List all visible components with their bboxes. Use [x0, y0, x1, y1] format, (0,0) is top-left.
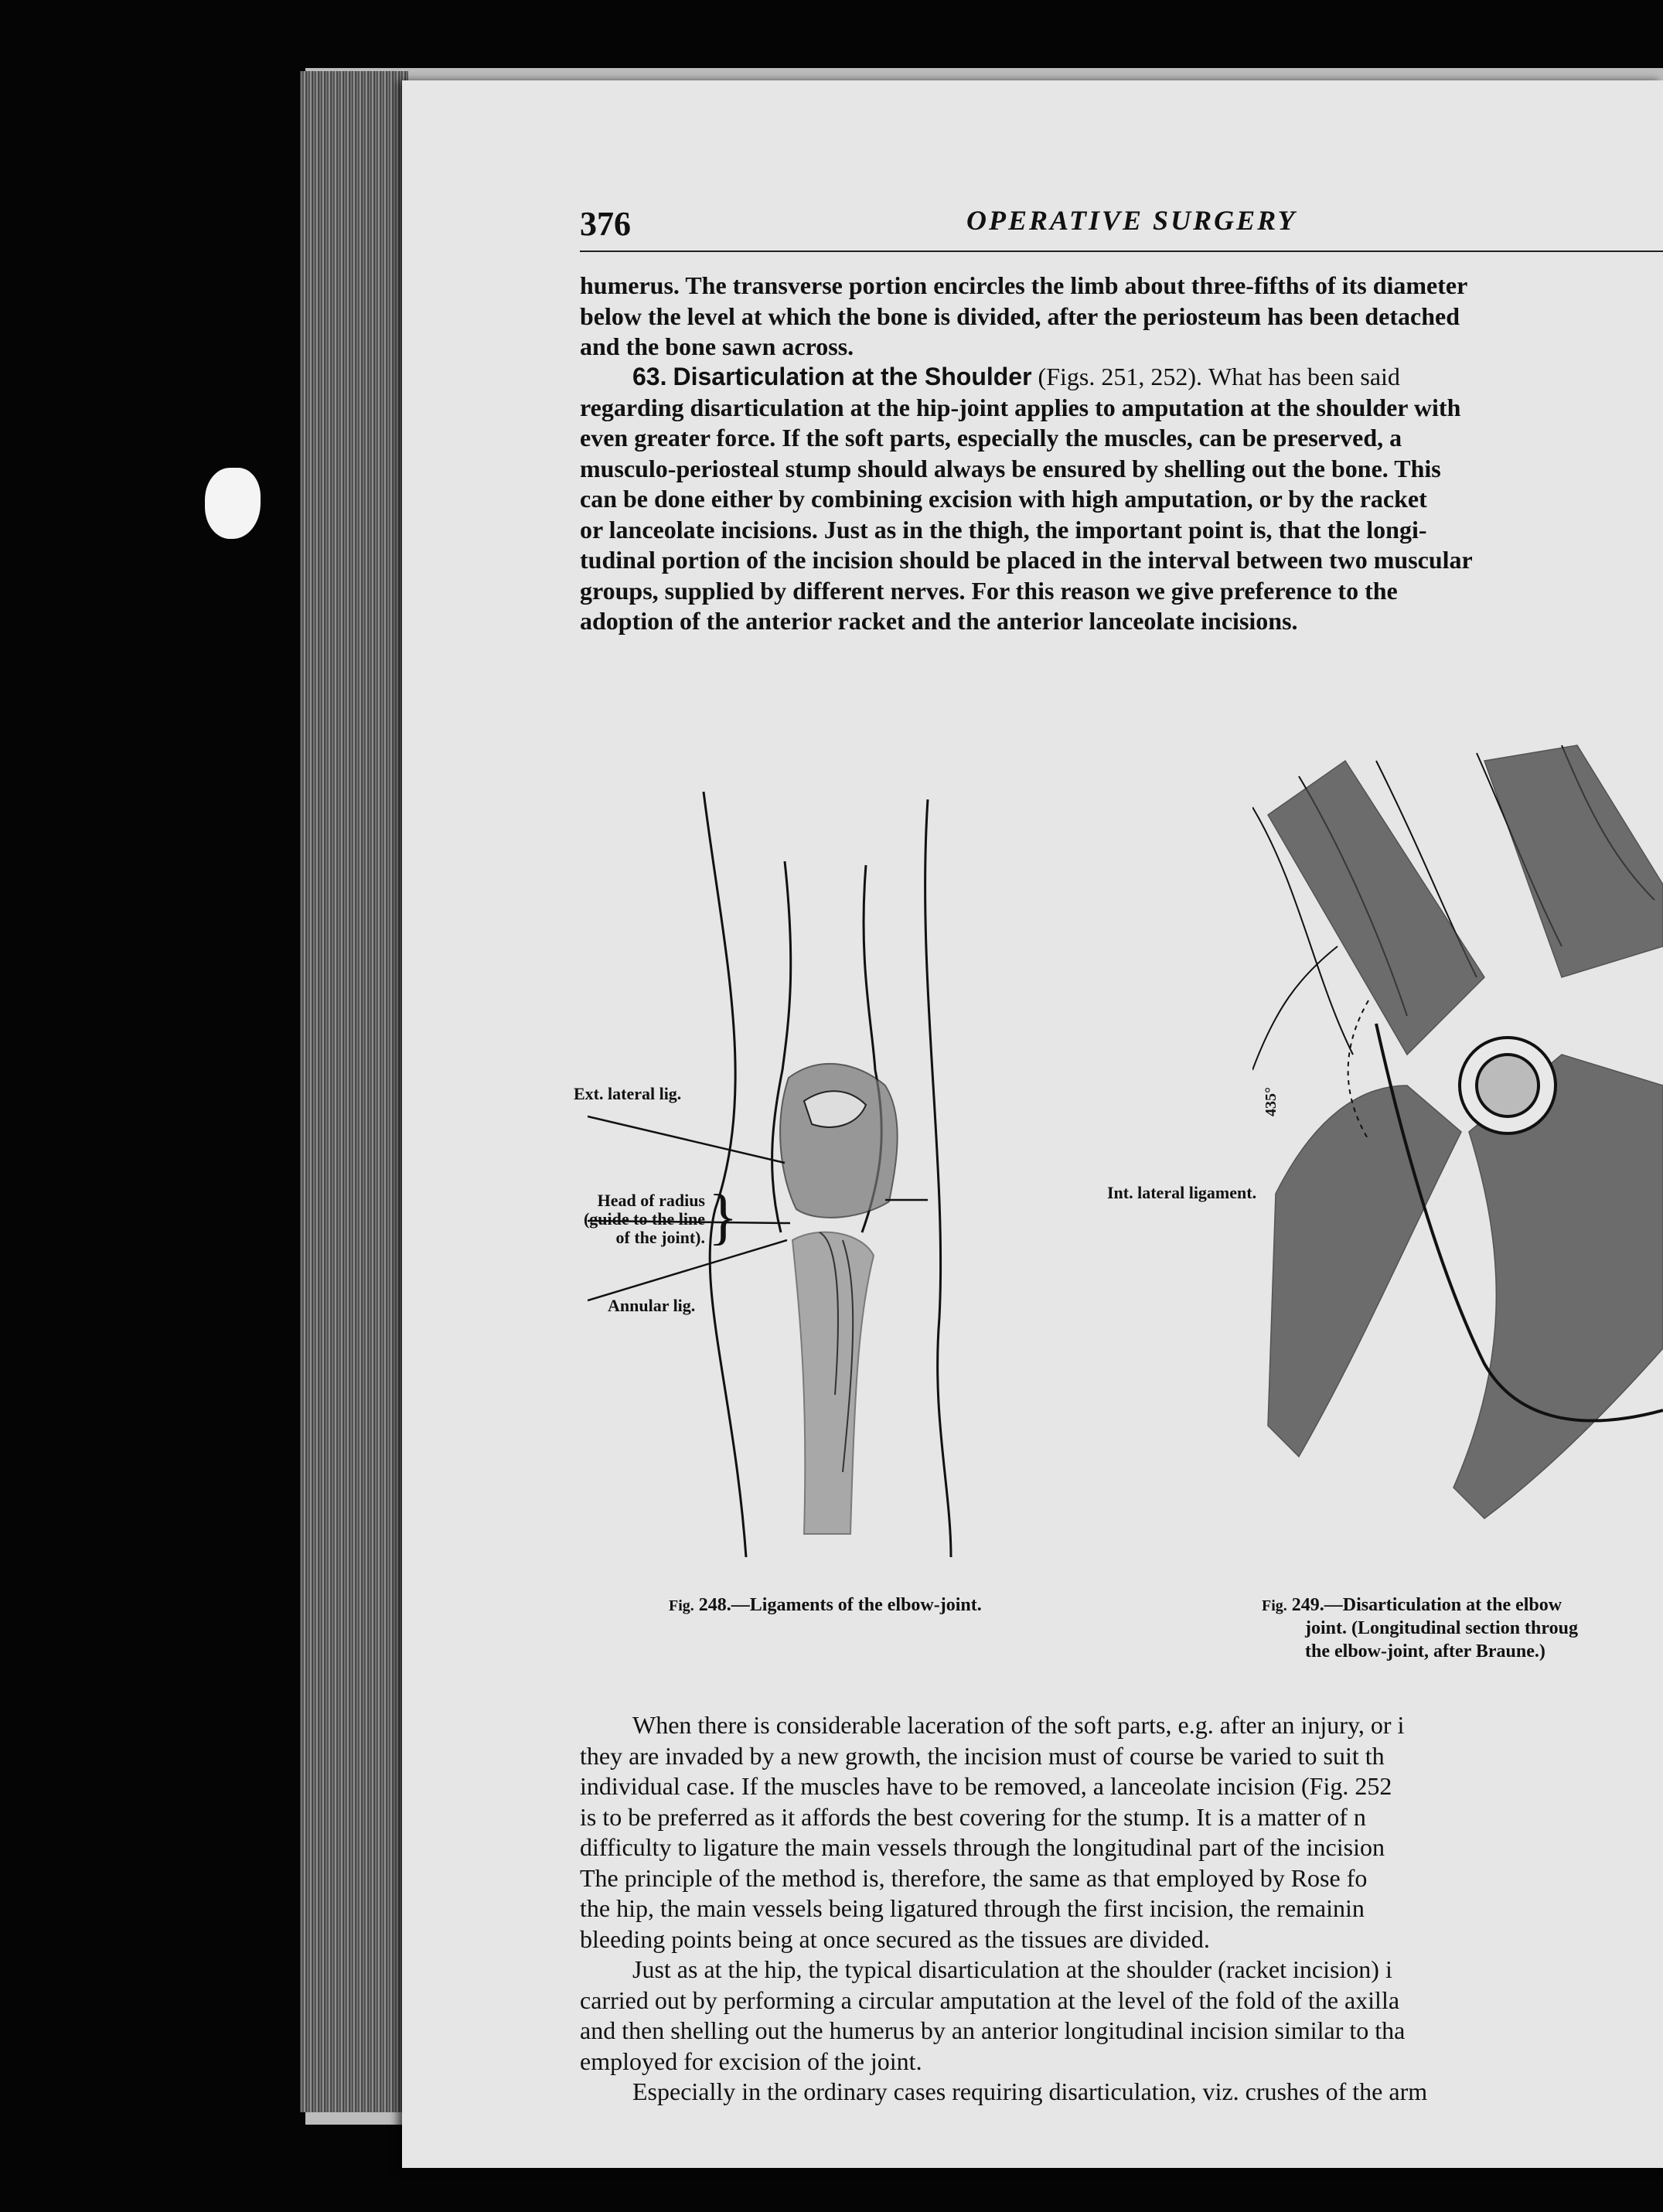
text-line: musculo-periosteal stump should always be ensured by shelling out the bone. This [580, 454, 1441, 482]
caption-fig-label: Fig. [1262, 1597, 1287, 1614]
section-figrefs: (Figs. 251, 252). [1038, 363, 1202, 390]
fig-249-mark: 435° [1263, 1087, 1280, 1116]
text-line: When there is considerable laceration of the soft parts, e.g. after an injury, or i [632, 1711, 1405, 1739]
paper-spot [205, 468, 261, 539]
label-ext-lateral-lig: Ext. lateral lig. [574, 1084, 682, 1103]
label-head-of-radius: Head of radius [597, 1191, 705, 1210]
text-line: The principle of the method is, therefore, the same as that employed by Rose fo [580, 1863, 1368, 1892]
caption-fig-249-line2: joint. (Longitudinal section throug [1305, 1618, 1578, 1638]
text-line: adoption of the anterior racket and the anterior lanceolate incisions. [580, 607, 1298, 635]
paragraph-laceration [580, 1710, 1663, 2108]
page-number: 376 [580, 205, 631, 243]
label-head-of-radius-joint: of the joint). [615, 1228, 705, 1247]
elbow-section-illustration [1252, 653, 1663, 1611]
label-int-lateral-ligament: Int. lateral ligament. [1107, 1183, 1257, 1202]
paragraph-humerus [580, 271, 1663, 363]
text-line: and the bone sawn across. [580, 332, 854, 360]
caption-fig-249-text: 249.—Disarticulation at the elbow [1291, 1595, 1562, 1615]
book-page-edges [300, 71, 408, 2112]
text-line: humerus. The transverse portion encircles the limb about three-fifths of its diameter [580, 271, 1468, 299]
text-line: employed for excision of the joint. [580, 2047, 922, 2075]
running-head: OPERATIVE SURGERY [966, 205, 1297, 236]
text-line: bleeding points being at once secured as the tissues are divided. [580, 1924, 1210, 1953]
section-first-line-rest: What has been said [1208, 363, 1400, 390]
text-line: below the level at which the bone is divided, after the periosteum has been detached [580, 302, 1460, 330]
text-line: can be done either by combining excision with high amputation, or by the racket [580, 485, 1427, 513]
text-line: they are invaded by a new growth, the incision must of course be varied to suit th [580, 1741, 1385, 1770]
section-heading-line [580, 362, 1663, 393]
figure-248 [588, 699, 974, 1588]
book-page [402, 80, 1663, 2168]
caption-fig-249-line1 [1262, 1594, 1562, 1617]
caption-fig-249-line3: the elbow-joint, after Braune.) [1305, 1641, 1545, 1662]
section-heading: Disarticulation at the Shoulder [673, 363, 1032, 390]
text-line: Just as at the hip, the typical disarticulation at the shoulder (racket incision) i [632, 1955, 1392, 1983]
label-annular-lig: Annular lig. [608, 1296, 696, 1315]
brace: } [708, 1183, 738, 1251]
text-line: and then shelling out the humerus by an anterior longitudinal incision similar to tha [580, 2016, 1406, 2044]
text-line: difficulty to ligature the main vessels through the longitudinal part of the incision [580, 1833, 1385, 1861]
text-line: is to be preferred as it affords the best covering for the stump. It is a matter of n [580, 1802, 1366, 1831]
figure-249 [1252, 653, 1663, 1611]
caption-fig-248-text: 248.—Ligaments of the elbow-joint. [698, 1595, 982, 1615]
text-line: regarding disarticulation at the hip-joint applies to amputation at the shoulder with [580, 393, 1461, 421]
caption-fig-248 [669, 1594, 982, 1617]
text-line: carried out by performing a circular amputation at the level of the fold of the axilla [580, 1985, 1400, 2014]
paragraph-disarticulation-shoulder [580, 362, 1663, 637]
text-line: or lanceolate incisions. Just as in the thigh, the important point is, that the longi- [580, 515, 1427, 544]
text-line: Especially in the ordinary cases requiring disarticulation, viz. crushes of the arm [632, 2077, 1428, 2105]
text-line: the hip, the main vessels being ligatured through the first incision, the remainin [580, 1894, 1365, 1922]
text-line: individual case. If the muscles have to be removed, a lanceolate incision (Fig. 252 [580, 1772, 1392, 1800]
page-header [580, 196, 1663, 252]
section-number: 63. [632, 363, 667, 390]
text-line: groups, supplied by different nerves. For this reason we give preference to the [580, 576, 1398, 605]
label-head-of-radius-guide: (guide to the line [583, 1209, 705, 1229]
elbow-ligaments-illustration [588, 699, 974, 1588]
text-line: even greater force. If the soft parts, especially the muscles, can be preserved, a [580, 424, 1402, 452]
caption-fig-label: Fig. [669, 1597, 694, 1614]
text-line: tudinal portion of the incision should be placed in the interval between two muscular [580, 546, 1473, 574]
